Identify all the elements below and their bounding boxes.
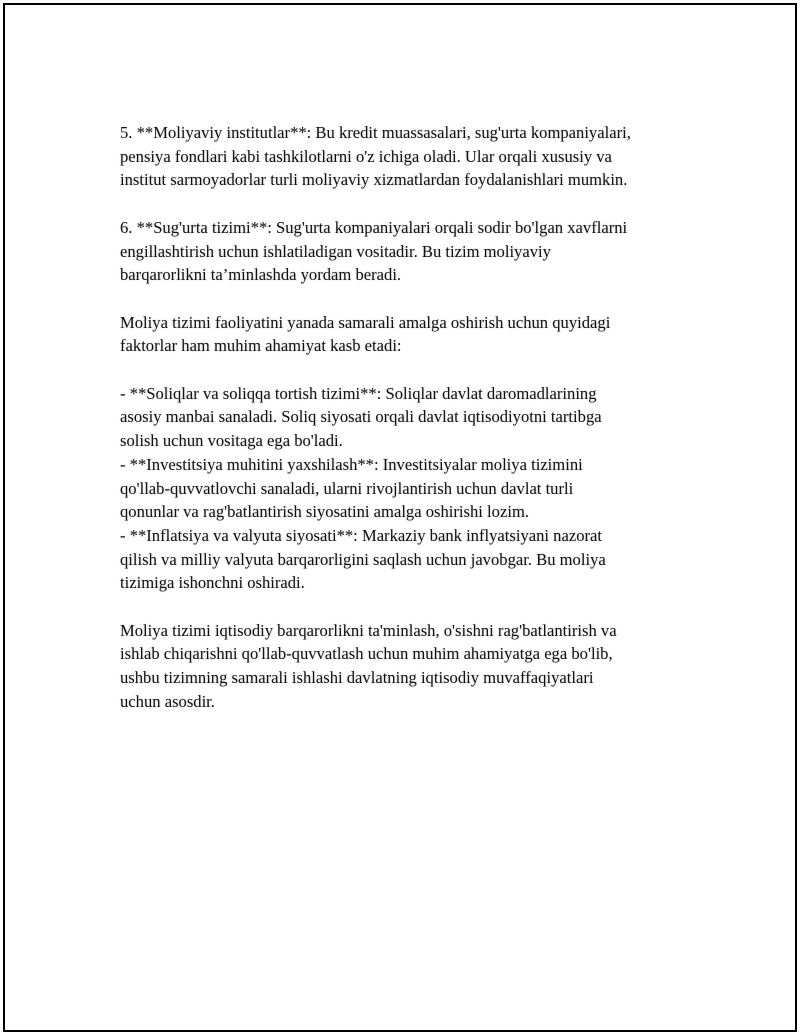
document-page bbox=[3, 3, 797, 1032]
text-line: - **Investitsiya muhitini yaxshilash**: Investitsiyalar moliya tizimini bbox=[120, 454, 583, 474]
text-line: institut sarmoyadorlar turli moliyaviy xizmatlardan foydalanishlari mumkin. bbox=[120, 170, 628, 190]
text-line: Moliya tizimi faoliyatini yanada samarali amalga oshirish uchun quyidagi bbox=[120, 312, 611, 332]
paragraph-conclusion bbox=[120, 619, 710, 714]
text-line: ishlab chiqarishni qo'llab-quvvatlash uchun muhim ahamiyatga ega bo'lib, bbox=[120, 644, 613, 664]
paragraph-financial-institutions bbox=[120, 121, 710, 192]
text-line: 5. **Moliyaviy institutlar**: Bu kredit muassasalari, sug'urta kompaniyalari, bbox=[120, 123, 631, 142]
text-line: asosiy manbai sanaladi. Soliq siyosati orqali davlat iqtisodiyotni tartibga bbox=[120, 407, 602, 427]
text-line: uchun asosdir. bbox=[120, 691, 215, 711]
text-line: Moliya tizimi iqtisodiy barqarorlikni ta'minlash, o'sishni rag'batlantirish va bbox=[120, 620, 617, 640]
text-line: - **Inflatsiya va valyuta siyosati**: Markaziy bank inflyatsiyani nazorat bbox=[120, 525, 602, 545]
list-item-inflation bbox=[120, 524, 710, 595]
text-line: qilish va milliy valyuta barqarorligini saqlash uchun javobgar. Bu moliya bbox=[120, 549, 606, 569]
text-line: tizimiga ishonchni oshiradi. bbox=[120, 573, 305, 593]
text-line: 6. **Sug'urta tizimi**: Sug'urta kompaniyalari orqali sodir bo'lgan xavflarni bbox=[120, 217, 628, 237]
text-line: solish uchun vositaga ega bo'ladi. bbox=[120, 431, 343, 451]
document-body bbox=[120, 121, 710, 714]
paragraph-insurance-system bbox=[120, 216, 710, 287]
text-line: pensiya fondlari kabi tashkilotlarni o'z ichiga oladi. Ular orqali xususiy va bbox=[120, 146, 612, 166]
text-line: faktorlar ham muhim ahamiyat kasb etadi: bbox=[120, 336, 402, 356]
text-line: qonunlar va rag'batlantirish siyosatini amalga oshirishi lozim. bbox=[120, 502, 529, 522]
text-line: - **Soliqlar va soliqqa tortish tizimi**: Soliqlar davlat daromadlarining bbox=[120, 383, 597, 403]
text-line: barqarorlikni ta’minlashda yordam beradi. bbox=[120, 265, 402, 285]
list-item-taxes bbox=[120, 382, 710, 453]
text-line: qo'llab-quvvatlovchi sanaladi, ularni rivojlantirish uchun davlat turli bbox=[120, 478, 574, 498]
text-line: ushbu tizimning samarali ishlashi davlatning iqtisodiy muvaffaqiyatlari bbox=[120, 668, 594, 688]
text-line: engillashtirish uchun ishlatiladigan vositadir. Bu tizim moliyaviy bbox=[120, 241, 551, 261]
paragraph-factors-intro bbox=[120, 311, 710, 358]
list-item-investment bbox=[120, 453, 710, 524]
